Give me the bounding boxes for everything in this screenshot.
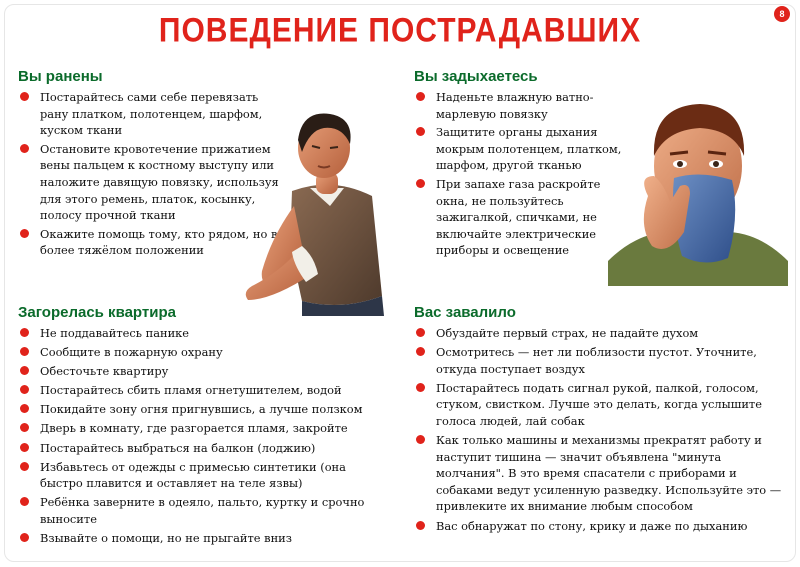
bullet-icon <box>416 521 425 530</box>
section-collapse <box>414 304 784 537</box>
list-item <box>414 325 784 342</box>
bullet-icon <box>416 92 425 101</box>
bullet-icon <box>20 347 29 356</box>
item-text: Постарайтесь сами себе перевязать рану платком, полотенцем, шарфом, куском ткани <box>40 90 263 138</box>
item-text: Вас обнаружат по стону, крику и даже по дыханию <box>436 518 748 533</box>
item-text: Наденьте влажную ватно-марлевую повязку <box>436 90 594 121</box>
list-item <box>18 420 368 437</box>
list-item <box>414 432 784 515</box>
bullet-icon <box>20 462 29 471</box>
section-suffocating <box>414 68 624 261</box>
injured-man-illustration <box>232 96 392 316</box>
list-item <box>414 380 784 430</box>
item-text: Остановите кровотечение прижатием вены пальцем к костному выступу или наложите давящую повязку, используя для этого ремень, платок, косынку, полосу прочной ткани <box>40 141 279 223</box>
bullet-icon <box>20 533 29 542</box>
bullet-icon <box>416 328 425 337</box>
item-text: Избавьтесь от одежды с примесью синтетики (она быстро плавится и оставляет на теле язвы) <box>40 459 346 491</box>
item-text: Ребёнка заверните в одеяло, пальто, куртку и срочно выносите <box>40 495 365 526</box>
man-covering-mouth-illustration <box>608 86 788 286</box>
list-item <box>18 401 368 418</box>
bullet-icon <box>416 179 425 188</box>
bullet-icon <box>416 127 425 136</box>
item-text: Сообщите в пожарную охрану <box>40 345 223 360</box>
section-heading: Вы ранены <box>18 68 103 85</box>
bullet-icon <box>20 404 29 413</box>
item-text: Обесточьте квартиру <box>40 364 169 379</box>
section-fire <box>18 304 368 549</box>
bullet-icon <box>20 443 29 452</box>
bullet-icon <box>20 229 29 238</box>
bullet-icon <box>20 385 29 394</box>
list-item <box>18 440 368 457</box>
bullet-icon <box>20 366 29 375</box>
list-item <box>414 89 624 122</box>
list-item <box>18 363 368 380</box>
item-text: Защитите органы дыхания мокрым полотенцем, платком, шарфом, другой тканью <box>436 125 622 173</box>
item-text: Покидайте зону огня пригнувшись, а лучше ползком <box>40 402 363 417</box>
item-text: Взывайте о помощи, но не прыгайте вниз <box>40 531 292 546</box>
list-item <box>18 459 368 492</box>
list-item <box>414 176 624 259</box>
bullet-icon <box>416 383 425 392</box>
item-text: Обуздайте первый страх, не падайте духом <box>436 326 699 340</box>
list-item <box>18 530 368 547</box>
item-text: Осмотритесь — нет ли поблизости пустот. Уточните, откуда поступает воздух <box>436 345 757 376</box>
item-text: Постарайтесь подать сигнал рукой, палкой, голосом, стуком, свистком. Лучше это делать, когда услышите голоса людей, лай собак <box>436 380 762 428</box>
bullet-icon <box>416 347 425 356</box>
list-item <box>18 382 368 399</box>
item-text: Дверь в комнату, где разгорается пламя, закройте <box>40 421 348 436</box>
section-heading: Вы задыхаетесь <box>414 68 538 85</box>
bullet-list <box>414 89 624 259</box>
item-text: При запахе газа раскройте окна, не пользуйтесь зажигалкой, спичками, не включайте электрические приборы и освещение <box>436 176 601 258</box>
bullet-icon <box>20 497 29 506</box>
section-heading: Вас завалило <box>414 304 516 321</box>
page-number-badge: 8 <box>774 6 790 22</box>
list-item <box>414 344 784 377</box>
page-title: ПОВЕДЕНИЕ ПОСТРАДАВШИХ <box>158 11 642 50</box>
bullet-list <box>414 325 784 534</box>
item-text: Постарайтесь сбить пламя огнетушителем, водой <box>40 383 342 398</box>
list-item <box>18 494 368 527</box>
item-text: Как только машины и механизмы прекратят работу и наступит тишина — значит объявлена "минута молчания". В это время спасатели с приборами и собаками ведут усиленную разведку. Используйте это — привлеките их внимание любым способом <box>436 433 782 514</box>
bullet-icon <box>20 92 29 101</box>
item-text: Окажите помощь тому, кто рядом, но в более тяжёлом положении <box>40 226 278 258</box>
bullet-list <box>18 325 368 547</box>
bullet-icon <box>416 435 425 444</box>
bullet-icon <box>20 144 29 153</box>
item-text: Не поддавайтесь панике <box>40 326 190 340</box>
list-item <box>18 325 368 342</box>
item-text: Постарайтесь выбраться на балкон (лоджию) <box>40 440 316 455</box>
list-item <box>18 344 368 361</box>
bullet-icon <box>20 423 29 432</box>
bullet-icon <box>20 328 29 337</box>
section-heading: Загорелась квартира <box>18 304 176 321</box>
list-item <box>414 518 784 535</box>
list-item <box>414 124 624 174</box>
